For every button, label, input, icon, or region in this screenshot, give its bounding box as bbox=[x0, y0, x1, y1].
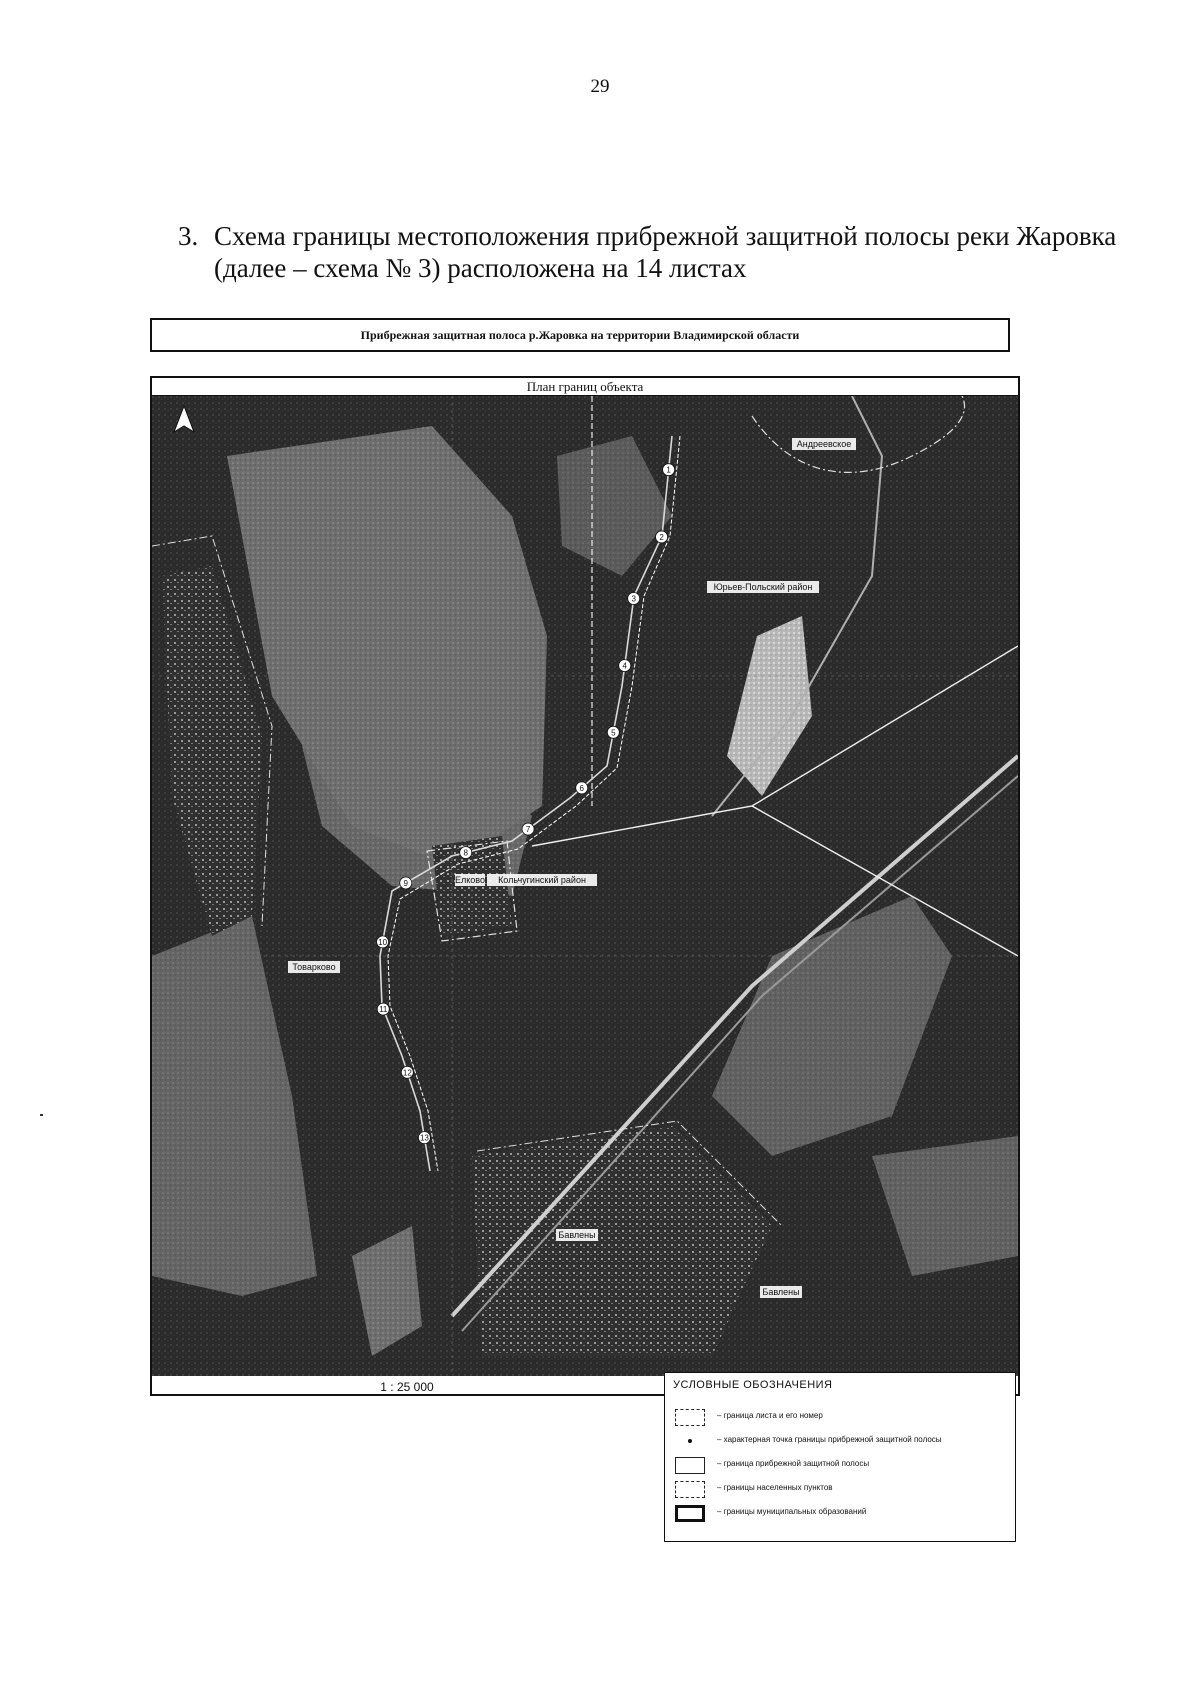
map-label-bavleny-east: Бавлены bbox=[762, 1287, 800, 1297]
characteristic-point-number: 2 bbox=[659, 532, 664, 542]
legend-label: – характерная точка границы прибрежной защитной полосы bbox=[717, 1435, 942, 1444]
legend-item bbox=[673, 1431, 1009, 1453]
map-legend bbox=[664, 1372, 1016, 1542]
legend-item bbox=[673, 1407, 1009, 1429]
dot-icon bbox=[675, 1433, 705, 1450]
characteristic-point bbox=[418, 1132, 430, 1144]
legend-label: – границы муниципальных образований bbox=[717, 1507, 867, 1516]
thick-box-icon bbox=[675, 1505, 705, 1522]
legend-item bbox=[673, 1479, 1009, 1501]
map-scale: 1 : 25 000 bbox=[380, 1380, 434, 1394]
dashed-box-icon bbox=[675, 1409, 705, 1426]
map-label-andreevskoe: Андреевское bbox=[796, 439, 852, 449]
legend-title: УСЛОВНЫЕ ОБОЗНАЧЕНИЯ bbox=[673, 1379, 833, 1391]
solid-box-icon bbox=[675, 1457, 705, 1474]
characteristic-point bbox=[522, 823, 534, 835]
characteristic-point bbox=[401, 1066, 413, 1078]
characteristic-point bbox=[607, 726, 619, 738]
satellite-map bbox=[152, 396, 1018, 1376]
characteristic-point bbox=[656, 531, 668, 543]
characteristic-point bbox=[460, 847, 472, 859]
legend-item bbox=[673, 1503, 1009, 1525]
characteristic-point bbox=[377, 1003, 389, 1015]
map-label-yuryev-district: Юрьев-Польский район bbox=[713, 582, 813, 592]
characteristic-point-number: 4 bbox=[622, 661, 627, 671]
characteristic-point-number: 7 bbox=[525, 825, 531, 835]
legend-label: – граница листа и его номер bbox=[717, 1411, 823, 1420]
sheet-title: Прибрежная защитная полоса р.Жаровка на территории Владимирской области bbox=[150, 318, 1010, 352]
characteristic-point bbox=[377, 936, 389, 948]
characteristic-point-number: 9 bbox=[403, 878, 408, 888]
characteristic-point-number: 10 bbox=[378, 937, 388, 947]
characteristic-point bbox=[663, 464, 675, 476]
heading-line-1: Схема границы местоположения прибрежной защитной полосы реки Жаровка bbox=[214, 221, 1117, 251]
characteristic-point bbox=[576, 782, 588, 794]
map-label-bavleny-center: Бавлены bbox=[558, 1230, 596, 1240]
map-label-kolchugino-district: Кольчугинский район bbox=[498, 875, 586, 885]
characteristic-point-number: 8 bbox=[463, 848, 468, 858]
map-label-elkovo: Елково bbox=[455, 875, 485, 885]
map-frame bbox=[150, 376, 1020, 1396]
characteristic-point-number: 11 bbox=[379, 1005, 388, 1015]
page-number: 29 bbox=[590, 76, 610, 97]
legend-label: – граница прибрежной защитной полосы bbox=[717, 1459, 870, 1468]
legend-label: – границы населенных пунктов bbox=[717, 1483, 833, 1492]
heading-line-2: (далее – схема № 3) расположена на 14 листах bbox=[214, 253, 747, 283]
characteristic-point bbox=[619, 660, 631, 672]
characteristic-point-number: 3 bbox=[631, 594, 636, 604]
scan-speck bbox=[40, 1114, 43, 1116]
characteristic-point-number: 1 bbox=[666, 465, 671, 475]
characteristic-point-number: 13 bbox=[419, 1133, 429, 1143]
legend-item bbox=[673, 1455, 1009, 1477]
map-title: План границ объекта bbox=[152, 378, 1018, 396]
characteristic-point bbox=[400, 877, 412, 889]
map-label-tovarkovo: Товарково bbox=[292, 962, 336, 972]
characteristic-point-number: 12 bbox=[402, 1068, 412, 1078]
dashdot-box-icon bbox=[675, 1481, 705, 1498]
characteristic-point-number: 6 bbox=[579, 783, 584, 793]
heading-item-number: 3. bbox=[178, 221, 199, 251]
characteristic-point bbox=[628, 593, 640, 605]
characteristic-point-number: 5 bbox=[611, 728, 616, 738]
